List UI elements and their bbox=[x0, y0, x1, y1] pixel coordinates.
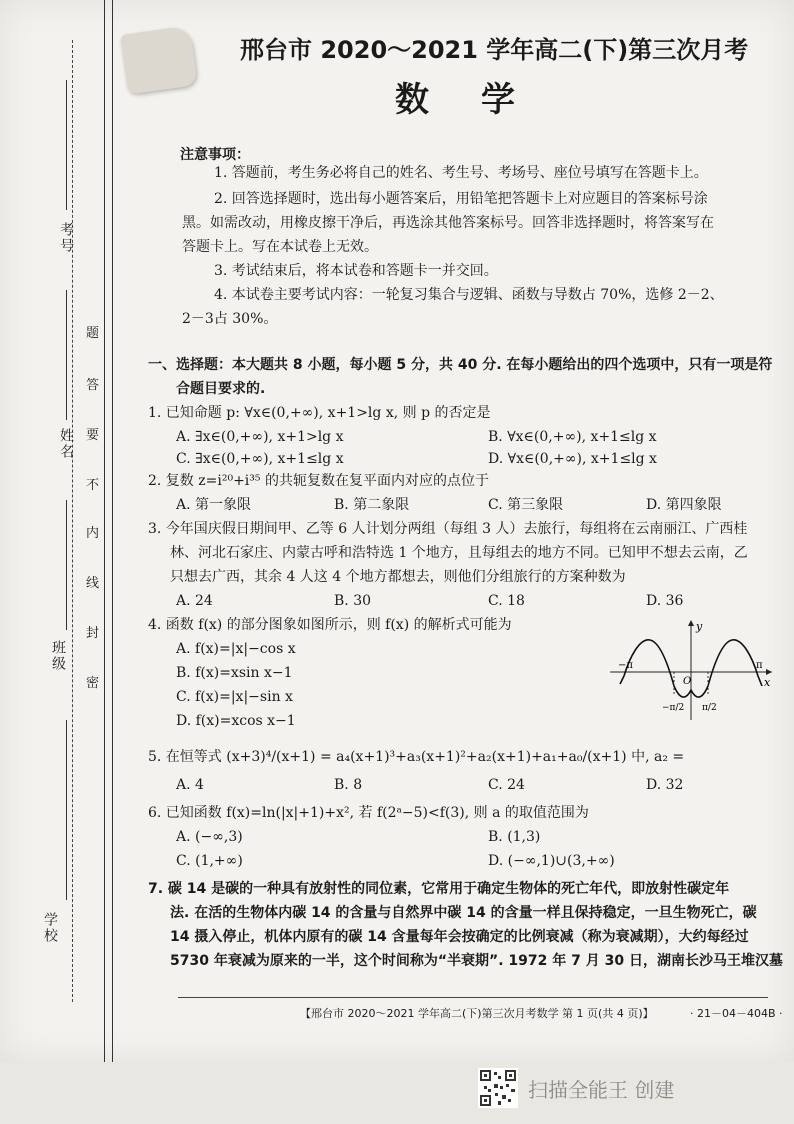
notes-heading: 注意事项： bbox=[180, 147, 250, 163]
q3-option-d: D. 36 bbox=[646, 593, 684, 609]
torn-paper-corner bbox=[120, 25, 198, 94]
q1-option-c: C. ∃x∈(0,+∞), x+1≤lg x bbox=[176, 451, 344, 467]
q3-option-c: C. 18 bbox=[488, 593, 525, 609]
q5-option-a: A. 4 bbox=[176, 777, 204, 793]
q2-stem: 2. 复数 z=i²⁰+i³⁵ 的共轭复数在复平面内对应的点位于 bbox=[148, 473, 489, 489]
q1-option-b: B. ∀x∈(0,+∞), x+1≤lg x bbox=[488, 429, 657, 445]
note-line-2: 2. 回答选择题时，选出每小题答案后，用铅笔把答题卡上对应题目的答案标号涂 bbox=[214, 191, 708, 207]
q7-line-2: 法. 在活的生物体内碳 14 的含量与自然界中碳 14 的含量一样且保持稳定，一旦生物死亡，碳 bbox=[170, 905, 757, 921]
paper-code: · 21－04－404B · bbox=[690, 1007, 783, 1020]
note-line-6: 4. 本试卷主要考试内容：一轮复习集合与逻辑、函数与导数占 70%，选修 2－2、 bbox=[214, 287, 724, 303]
q4-stem: 4. 函数 f(x) 的部分图象如图所示，则 f(x) 的解析式可能为 bbox=[148, 617, 512, 633]
graph-x-label: x bbox=[764, 676, 771, 689]
function-graph-figure bbox=[606, 616, 776, 724]
section-heading-cont: 合题目要求的. bbox=[176, 381, 266, 397]
q5-option-c: C. 24 bbox=[488, 777, 525, 793]
class-label: 班级 bbox=[50, 640, 66, 672]
q4-option-b: B. f(x)=xsin x−1 bbox=[176, 665, 293, 681]
q2-option-a: A. 第一象限 bbox=[176, 497, 252, 513]
q4-option-c: C. f(x)=|x|−sin x bbox=[176, 689, 293, 705]
q5-option-d: D. 32 bbox=[646, 777, 684, 793]
q1-option-d: D. ∀x∈(0,+∞), x+1≤lg x bbox=[488, 451, 657, 467]
graph-neg-half-pi-label: −π/2 bbox=[662, 703, 685, 713]
q5-option-b: B. 8 bbox=[334, 777, 363, 793]
section-heading: 一、选择题：本大题共 8 小题，每小题 5 分，共 40 分. 在每小题给出的四个选项中，只有一项是符 bbox=[148, 357, 773, 373]
qr-code-icon bbox=[478, 1068, 518, 1108]
q6-option-b: B. (1,3) bbox=[488, 829, 541, 845]
q7-line-4: 5730 年衰减为原来的一半，这个时间称为“半衰期”. 1972 年 7 月 30 日，湖南长沙马王堆汉墓 bbox=[170, 953, 783, 969]
class-blank bbox=[66, 500, 67, 630]
note-line-3: 黑。如需改动，用橡皮擦干净后，再选涂其他答案标号。回答非选择题时，将答案写在 bbox=[182, 215, 714, 231]
q3-line-1: 3. 今年国庆假日期间甲、乙等 6 人计划分两组（每组 3 人）去旅行，每组将在云南丽江、广西桂 bbox=[148, 521, 748, 537]
note-line-7: 2－3占 30%。 bbox=[182, 311, 278, 327]
seal-char-7: 封 bbox=[86, 626, 100, 641]
graph-neg-pi-label: −π bbox=[618, 660, 633, 671]
graph-origin-label: O bbox=[683, 676, 692, 687]
q2-option-c: C. 第三象限 bbox=[488, 497, 564, 513]
seal-char-1: 题 bbox=[86, 326, 100, 341]
footer-divider bbox=[178, 997, 768, 998]
school-blank bbox=[66, 720, 67, 900]
graph-curve-left-tail bbox=[620, 676, 624, 684]
q2-option-b: B. 第二象限 bbox=[334, 497, 410, 513]
note-line-4: 答题卡上。写在本试卷上无效。 bbox=[182, 239, 378, 255]
seal-char-2: 答 bbox=[86, 378, 100, 393]
q2-option-d: D. 第四象限 bbox=[646, 497, 722, 513]
scanner-watermark: 扫描全能王 创建 bbox=[528, 1078, 675, 1102]
graph-y-label: y bbox=[696, 620, 703, 633]
exam-title: 邢台市 2020～2021 学年高二(下)第三次月考 bbox=[240, 36, 749, 64]
q7-line-3: 14 摄入停止，机体内原有的碳 14 含量每年会按确定的比例衰减（称为衰减期），大约每经过 bbox=[170, 929, 749, 945]
binding-margin bbox=[0, 0, 120, 1062]
seal-char-8: 密 bbox=[86, 676, 100, 691]
q6-option-a: A. (−∞,3) bbox=[176, 829, 243, 845]
margin-border-line bbox=[104, 0, 105, 1062]
graph-pi-label: π bbox=[756, 660, 763, 671]
seal-dash-line bbox=[72, 40, 73, 1002]
q3-option-a: A. 24 bbox=[176, 593, 213, 609]
q3-line-3: 只想去广西，其余 4 人这 4 个地方都想去，则他们分组旅行的方案种数为 bbox=[170, 569, 626, 585]
graph-half-pi-label: π/2 bbox=[702, 703, 717, 713]
note-line-1: 1. 答题前，考生务必将自己的姓名、考生号、考场号、座位号填写在答题卡上。 bbox=[214, 165, 708, 181]
seal-char-5: 内 bbox=[86, 526, 100, 541]
graph-curve bbox=[624, 640, 762, 697]
q6-option-c: C. (1,+∞) bbox=[176, 853, 243, 869]
q4-option-a: A. f(x)=|x|−cos x bbox=[176, 641, 296, 657]
page-footer: 【邢台市 2020～2021 学年高二(下)第三次月考数学 第 1 页(共 4 页)】 bbox=[300, 1007, 654, 1020]
q6-option-d: D. (−∞,1)∪(3,+∞) bbox=[488, 853, 615, 869]
q3-option-b: B. 30 bbox=[334, 593, 372, 609]
graph-x-arrow bbox=[766, 669, 772, 675]
note-line-5: 3. 考试结束后，将本试卷和答题卡一并交回。 bbox=[214, 263, 498, 279]
seal-char-6: 线 bbox=[86, 576, 100, 591]
exam-number-blank bbox=[66, 80, 67, 210]
q4-option-d: D. f(x)=xcos x−1 bbox=[176, 713, 296, 729]
name-blank bbox=[66, 290, 67, 420]
name-label: 姓名 bbox=[58, 428, 74, 460]
q5-stem: 5. 在恒等式 (x+3)⁴/(x+1) = a₄(x+1)³+a₃(x+1)²+a₂(x+1)+a₁+a₀/(x+1) 中, a₂ = bbox=[148, 749, 685, 765]
q1-option-a: A. ∃x∈(0,+∞), x+1>lg x bbox=[176, 429, 344, 445]
subject-title: 数学 bbox=[395, 80, 567, 120]
q3-line-2: 林、河北石家庄、内蒙古呼和浩特选 1 个地方，且每组去的地方不同。已知甲不想去云南，乙 bbox=[170, 545, 748, 561]
q1-stem: 1. 已知命题 p: ∀x∈(0,+∞), x+1>lg x, 则 p 的否定是 bbox=[148, 405, 491, 421]
seal-char-3: 要 bbox=[86, 428, 100, 443]
seal-char-4: 不 bbox=[86, 478, 100, 493]
q6-stem: 6. 已知函数 f(x)=ln(|x|+1)+x², 若 f(2ᵃ−5)<f(3), 则 a 的取值范围为 bbox=[148, 805, 589, 821]
school-label: 学校 bbox=[42, 912, 58, 944]
q7-line-1: 7. 碳 14 是碳的一种具有放射性的同位素，它常用于确定生物体的死亡年代，即放射性碳定年 bbox=[148, 881, 730, 897]
graph-y-arrow bbox=[688, 620, 694, 626]
margin-border-line-inner bbox=[112, 0, 113, 1062]
exam-number-label: 考号 bbox=[58, 222, 74, 254]
